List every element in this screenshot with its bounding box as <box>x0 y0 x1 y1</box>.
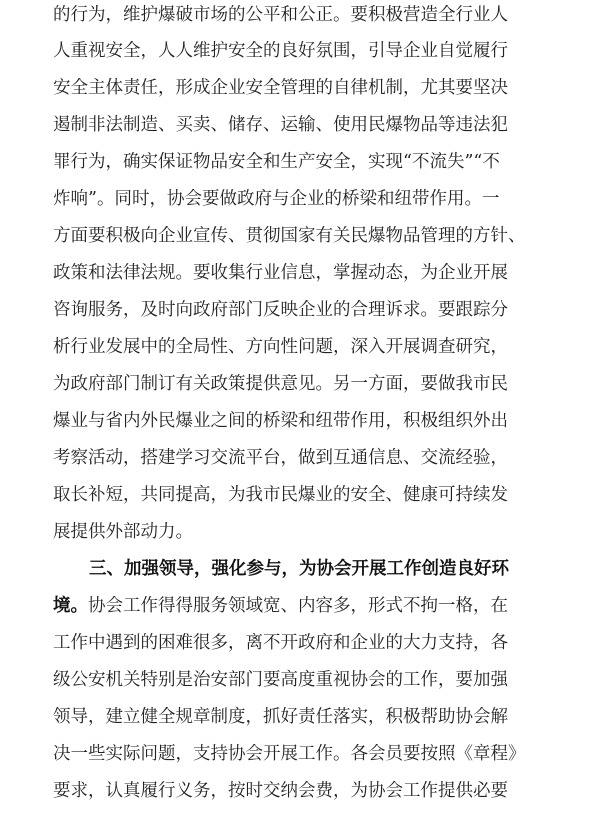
text-line: 安全主体责任，形成企业安全管理的自律机制，尤其要坚决 <box>53 78 508 98</box>
text-line: 取长补短，共同提高，为我市民爆业的安全、健康可持续发 <box>53 485 508 505</box>
text-line: 为政府部门制订有关政策提供意见。另一方面，要做我市民 <box>53 374 508 394</box>
text-line: 展提供外部动力。 <box>53 522 193 542</box>
section-heading-line <box>89 551 605 588</box>
text-line: 人重视安全，人人维护安全的良好氛围，引导企业自觉履行 <box>53 41 508 61</box>
text-line: 要求，认真履行义务，按时交纳会费，为协会工作提供必要 <box>53 781 508 801</box>
text-line: 工作中遇到的困难很多，离不开政府和企业的大力支持，各 <box>53 633 508 653</box>
text-line: 领导，建立健全规章制度，抓好责任落实，积极帮助协会解 <box>53 707 508 727</box>
section-heading-end: 境。 <box>53 596 88 616</box>
text-line <box>53 588 605 625</box>
text-line: 政策和法律法规。要收集行业信息，掌握动态，为企业开展 <box>53 263 508 283</box>
text-line: 炸响”。同时，协会要做政府与企业的桥梁和纽带作用。一 <box>53 189 500 209</box>
text-line: 咨询服务，及时向政府部门反映企业的合理诉求。要跟踪分 <box>53 300 508 320</box>
text-line: 遏制非法制造、买卖、储存、运输、使用民爆物品等违法犯 <box>53 115 508 135</box>
section-heading: 三、加强领导，强化参与，为协会开展工作创造良好环 <box>89 559 509 579</box>
text-line: 的行为，维护爆破市场的公平和公正。要积极营造全行业人 <box>53 5 508 25</box>
text-line: 决一些实际问题，支持协会开展工作。各会员要按照《章程》 <box>53 744 526 764</box>
text-line: 析行业发展中的全局性、方向性问题，深入开展调查研究， <box>53 337 508 357</box>
text-line: 级公安机关特别是治安部门要高度重视协会的工作，要加强 <box>53 670 508 690</box>
section-text: 协会工作得得服务领域宽、内容多，形式不拘一格，在 <box>88 596 508 616</box>
text-line: 方面要积极向企业宣传、贯彻国家有关民爆物品管理的方针、 <box>53 226 526 246</box>
text-line: 罪行为，确实保证物品安全和生产安全，实现“不流失”“不 <box>53 152 500 172</box>
text-line: 考察活动，搭建学习交流平台，做到互通信息、交流经验， <box>53 448 508 468</box>
text-line: 爆业与省内外民爆业之间的桥梁和纽带作用，积极组织外出 <box>53 411 508 431</box>
